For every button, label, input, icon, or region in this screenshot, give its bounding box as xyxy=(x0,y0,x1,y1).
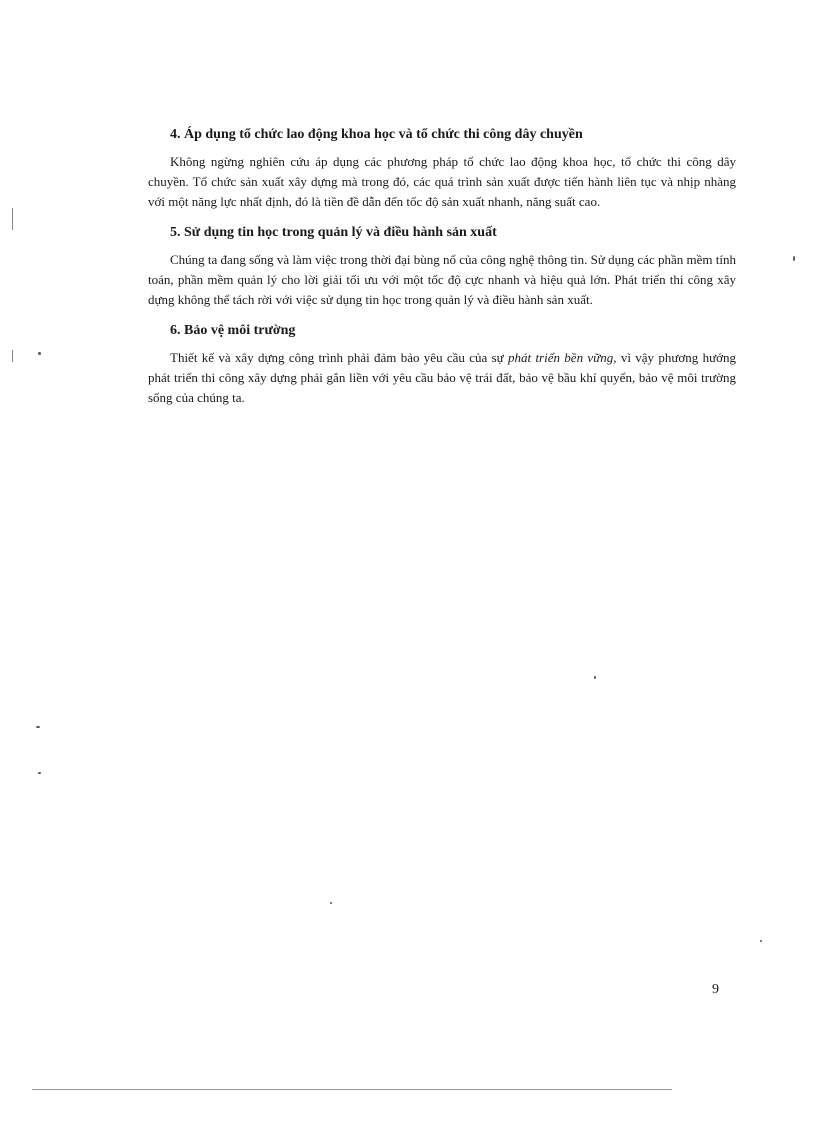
section-paragraph: Không ngừng nghiên cứu áp dụng các phương pháp tổ chức lao động khoa học, tổ chức thi công dây chuyền. Tổ chức sản xuất xây dựng mà trong đó, các quá trình sản xuất được tiến hành liên tục và nhịp nhàng với một năng lực nhất định, đó là tiền đề dẫn đến tốc độ sản xuất nhanh, năng suất cao. xyxy=(148,154,736,209)
scan-speck xyxy=(330,902,332,904)
emphasis-text: phát triển bền vững xyxy=(508,350,614,365)
paragraph-text: Thiết kế và xây dựng công trình phải đảm bảo yêu cầu của sự xyxy=(170,350,509,365)
scan-speck xyxy=(38,772,41,774)
scan-speck xyxy=(38,352,41,355)
scan-speck xyxy=(760,940,762,942)
scan-speck xyxy=(793,256,795,261)
section-heading: 4. Áp dụng tổ chức lao động khoa học và tổ chức thi công dây chuyền xyxy=(170,127,583,142)
page-number: 9 xyxy=(712,982,719,997)
section-heading: 5. Sử dụng tin học trong quản lý và điều hành sản xuất xyxy=(170,225,497,240)
footer-rule xyxy=(32,1089,672,1090)
scan-mark xyxy=(12,208,13,230)
paragraph-text: , vì vậy phương hướng phát triển thi công xây dựng phải gắn liền với yêu cầu bảo vệ trái đất, bảo vệ bầu khí quyển, bảo vệ môi trường sống của chúng ta. xyxy=(148,350,736,405)
scan-mark xyxy=(12,350,13,362)
document-body xyxy=(148,124,736,418)
section-paragraph: Chúng ta đang sống và làm việc trong thời đại bùng nổ của công nghệ thông tin. Sử dụng các phần mềm tính toán, phần mềm quản lý cho lời giải tối ưu với một tốc độ cực nhanh và hiệu quả lớn. Phát triển thi công xây dựng không thể tách rời với việc sử dụng tin học trong quản lý và điều hành sản xuất. xyxy=(148,252,736,307)
section-heading: 6. Bảo vệ môi trường xyxy=(170,323,296,338)
scan-speck xyxy=(594,676,596,679)
scan-speck xyxy=(36,726,40,728)
section-paragraph xyxy=(148,348,736,408)
